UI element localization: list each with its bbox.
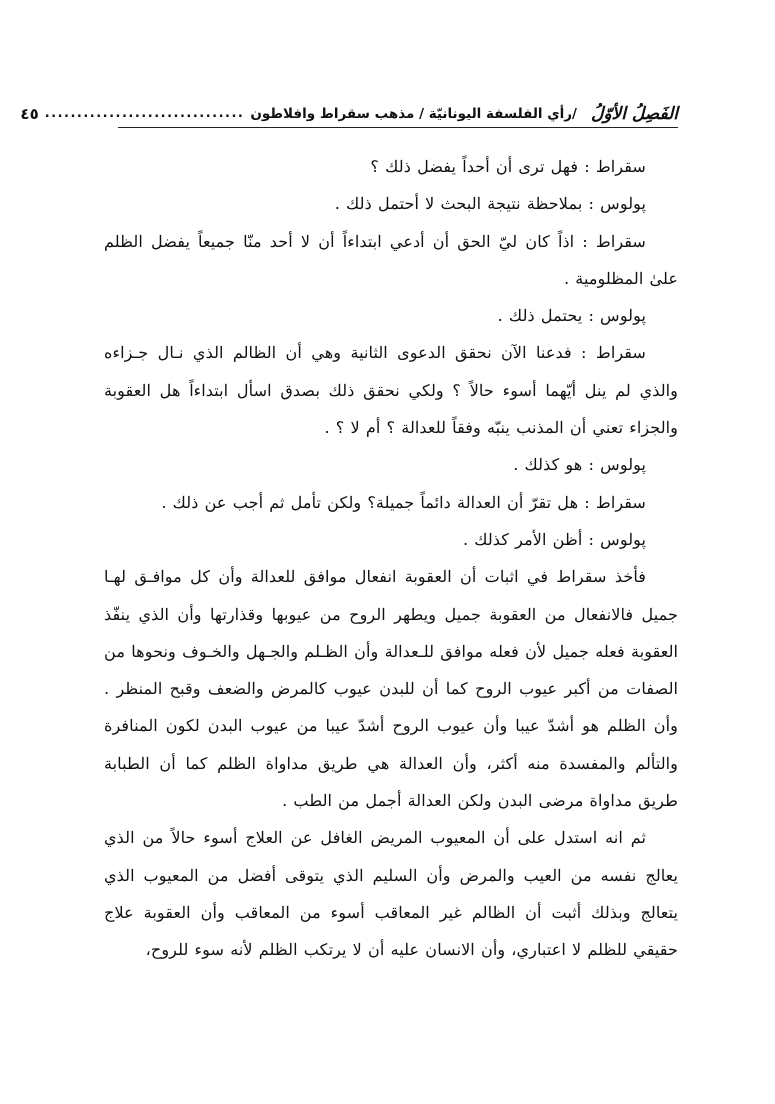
paragraph-2: پولوس : بملاحظة نتيجة البحث لا أحتمل ذلك . [334, 194, 646, 214]
running-header [20, 92, 678, 126]
section-title: /رأي الفلسفة اليونانيّة / مذهب سقراط وافلاطون [250, 106, 577, 122]
chapter-label: الفَصِلُ الأوّلُ [590, 104, 678, 124]
paragraph-10: ثم انه استدل على أن المعيوب المريض الغافل عن العلاج أسوء حالاً من الذي يعالج نفسه من العيب والمرض وأن السليم الذي يتوقى أفضل من المعيوب الذي يتعالج وبذلك أثبت أن الظالم غير المعاقب أسوء من المعاقب وأن العقوبة علاج حقيقي للظلم لا اعتباري، وأن الانسان عليه أن لا يرتكب الظلم لأنه سوء للروح، [104, 828, 678, 960]
body-text [104, 148, 678, 969]
running-header-title [250, 102, 678, 126]
paragraph-6: پولوس : هو كذلك . [513, 455, 646, 475]
paragraph-1: سقراط : فهل ترى أن أحداً يفضل ذلك ؟ [370, 157, 646, 176]
paragraph-3: سقراط : اذاً كان ليّ الحق أن أدعي ابتداءاً أن لا أحد منّا جميعاً يفضل الظلم علىٰ المظلومية . [104, 231, 678, 288]
page-number: ٤٥ [20, 105, 39, 123]
paragraph-5: سقراط : فدعنا الآن نحقق الدعوى الثانية وهي أن الظالم الذي نـال جـزاءه والذي لم ينل أيّهما أسوء حالاً ؟ ولكي نحقق ذلك بصدق اسأل ابتداءاً هل العقوبة والجزاء تعني أن المذنب ينبّه وفقاً للعدالة ؟ أم لا ؟ . [104, 343, 678, 438]
header-leader-dots: ............................... [44, 106, 245, 121]
paragraph-4: پولوس : يحتمل ذلك . [497, 306, 646, 326]
paragraph-7: سقراط : هل تقرّ أن العدالة دائماً جميلة؟ ولكن تأمل ثم أجب عن ذلك . [161, 492, 646, 512]
header-rule [118, 127, 678, 128]
paragraph-8: پولوس : أظن الأمر كذلك . [462, 529, 646, 549]
paragraph-9: فأخذ سقراط في اثبات أن العقوبة انفعال موافق للعدالة وأن كل موافـق لهـا جميل فالانفعال من العقوبة جميل ويطهر الروح من عيوبها وقذارتها وأن الذي ينفّذ العقوبة فعله جميل لأن فعله موافق للـعدالة وأن الظـلم والجـهل والخـوف ونحوها من الصفات من أكبر عيوب الروح كما أن للبدن عيوب كالمرض والضعف وقبح المنظر . وأن الظلم هو أشدّ عيبا وأن عيوب الروح أشدّ عيبا من عيوب البدن لكون المنافرة والتألم والمفسدة منه أكثر، وأن العدالة هي طريق مداواة الظلم كما أن الطبابة طريق مداواة مرضى البدن ولكن العدالة أجمل من الطب . [104, 567, 678, 811]
